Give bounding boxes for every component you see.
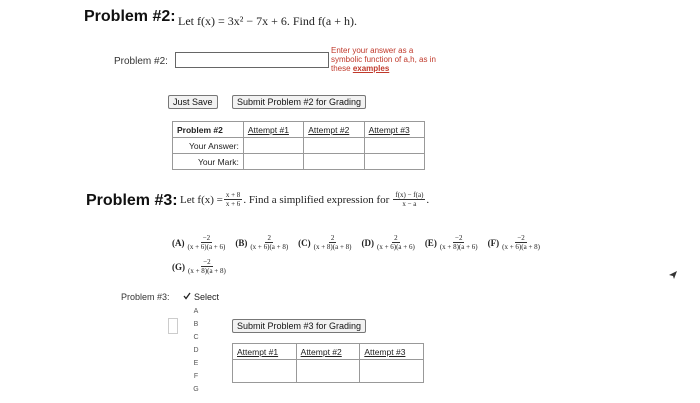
choice-c — [298, 234, 352, 251]
attempt-2-header[interactable] — [304, 122, 364, 138]
choice-letter: (E) — [424, 237, 437, 248]
choice-b — [235, 234, 289, 251]
attempt-1-link[interactable]: Attempt #1 — [237, 346, 279, 357]
table-cell — [243, 154, 303, 170]
choice-numerator: 2 — [330, 234, 335, 242]
problem-2-attempts-table — [172, 121, 425, 170]
option-a[interactable]: A — [193, 308, 199, 315]
table-cell — [243, 138, 303, 154]
f-denominator: x + 6 — [225, 200, 241, 208]
examples-link[interactable]: examples — [352, 64, 390, 73]
table-cell — [364, 154, 424, 170]
choice-denominator: (x + 8)(a + 8) — [188, 267, 226, 275]
table-cell — [304, 154, 364, 170]
table-row — [173, 122, 425, 138]
problem-2-statement: Let f(x) = 3x² − 7x + 6. Find f(a + h). — [178, 14, 357, 28]
choice-denominator: (x + 6)(a + 6) — [187, 243, 226, 251]
check-icon — [183, 292, 191, 302]
choice-f — [488, 234, 541, 251]
table-header: Problem #2 — [173, 122, 244, 138]
submit-problem-2-button[interactable]: Submit Problem #2 for Grading — [232, 95, 366, 109]
attempt-3-header[interactable] — [364, 122, 424, 138]
hint-line-3: these — [331, 64, 351, 73]
problem-2-answer-label: Problem #2: — [114, 56, 168, 67]
f-fraction — [224, 191, 242, 208]
quotient-fraction — [393, 191, 425, 208]
quotient-numerator: f(x) − f(a) — [395, 191, 424, 199]
option-b[interactable]: B — [193, 321, 199, 328]
choice-denominator: (x + 6)(a + 8) — [502, 243, 540, 251]
hint-line-1: Enter your answer as a — [331, 46, 414, 55]
table-row — [233, 360, 424, 383]
choice-letter: (A) — [172, 237, 185, 248]
attempt-2-link[interactable]: Attempt #2 — [308, 124, 350, 135]
option-c[interactable]: C — [193, 334, 199, 341]
choice-letter: (C) — [298, 237, 311, 248]
table-row — [233, 344, 424, 360]
choice-g — [172, 258, 227, 275]
choice-letter: (D) — [361, 237, 374, 248]
choices-row-1 — [172, 234, 541, 251]
choice-numerator: −2 — [517, 234, 525, 242]
problem-3-heading: Problem #3: — [86, 192, 178, 209]
choice-numerator: 2 — [394, 234, 398, 242]
option-g[interactable]: G — [193, 386, 199, 393]
choice-denominator: (x + 6)(a + 6) — [376, 243, 415, 251]
table-cell — [364, 138, 424, 154]
attempt-3-link[interactable]: Attempt #3 — [364, 346, 406, 357]
problem-3-attempts-table — [232, 343, 424, 383]
option-d[interactable]: D — [193, 347, 199, 354]
table-cell — [233, 360, 297, 383]
attempt-1-header[interactable] — [243, 122, 303, 138]
problem-3-statement: Let f(x) = $\frac{x + 8}{x + 6}$ . Find a simplified expression for $\frac{f(x) - f(a)}{x - a}$ . — [180, 191, 430, 208]
option-e[interactable]: E — [193, 360, 199, 367]
submit-problem-3-button[interactable]: Submit Problem #3 for Grading — [232, 319, 366, 333]
attempt-3-header[interactable] — [360, 344, 424, 360]
table-cell — [304, 138, 364, 154]
choice-numerator: −2 — [203, 258, 211, 266]
select-frame — [168, 318, 178, 334]
answer-select[interactable] — [183, 292, 219, 302]
options-list[interactable] — [185, 305, 207, 396]
attempt-3-link[interactable]: Attempt #3 — [368, 124, 410, 135]
table-cell — [360, 360, 424, 383]
problem-2-heading: Problem #2: — [84, 8, 176, 25]
table-row — [173, 138, 425, 154]
f-numerator: x + 8 — [225, 191, 241, 199]
choice-numerator: −2 — [202, 234, 211, 242]
your-answer-label: Your Answer: — [173, 138, 244, 154]
choice-denominator: (x + 8)(a + 8) — [313, 243, 352, 251]
attempt-1-link[interactable]: Attempt #1 — [247, 124, 289, 135]
table-row — [173, 154, 425, 170]
attempt-1-header[interactable] — [233, 344, 297, 360]
your-mark-label: Your Mark: — [173, 154, 244, 170]
choices-row-2 — [172, 258, 227, 275]
choice-denominator: (x + 8)(a + 6) — [439, 243, 478, 251]
hint-line-2: symbolic function of a,h, as in — [331, 55, 436, 64]
choice-letter: (F) — [487, 237, 500, 248]
mouse-pointer-icon — [669, 267, 678, 285]
choice-e — [425, 234, 479, 251]
statement-pre: Let f(x) = — [180, 193, 223, 206]
quotient-denominator: x − a — [402, 200, 417, 208]
statement-mid: . Find a simplified expression for — [243, 193, 390, 206]
select-value: Select — [194, 292, 220, 302]
choice-numerator: 2 — [267, 234, 271, 242]
choice-a — [172, 234, 226, 251]
attempt-2-header[interactable] — [296, 344, 360, 360]
table-cell — [296, 360, 360, 383]
option-f[interactable]: F — [193, 373, 199, 380]
problem-3-answer-label: Problem #3: — [121, 292, 170, 302]
answer-hint — [331, 46, 436, 73]
problem-2-answer-field[interactable] — [175, 52, 329, 68]
choice-numerator: −2 — [455, 234, 463, 242]
choice-letter: (G) — [172, 261, 185, 272]
choice-letter: (B) — [235, 237, 248, 248]
choice-denominator: (x + 6)(a + 8) — [250, 243, 289, 251]
just-save-button[interactable]: Just Save — [168, 95, 218, 109]
choice-d — [361, 234, 415, 251]
attempt-2-link[interactable]: Attempt #2 — [300, 346, 342, 357]
